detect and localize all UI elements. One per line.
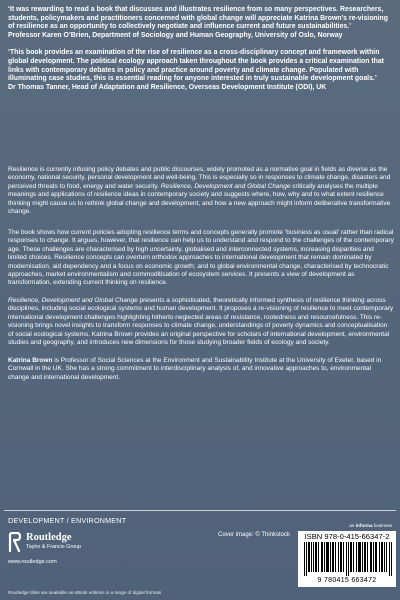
informa-suffix: business (372, 523, 392, 528)
barcode-number: 9 780415 663472 (317, 577, 377, 584)
blurb-text: Resilience is currently infusing policy debates and public discourses, widely promoted as a normative goal in fields as diverse as the economy, national security, personal development and well-being. This is especially so in responses to climate change, disasters and perceived threats to food, energy and water security. (8, 166, 391, 190)
isbn-text: ISBN 978-0-415-66347-2 (304, 532, 390, 541)
informa-label (349, 523, 392, 528)
cover-credit: Cover image: © Thinkstock (218, 532, 291, 538)
informa-brand: informa (355, 523, 373, 528)
author-name: Katrina Brown (8, 356, 53, 364)
endorsements (8, 6, 394, 101)
endorsement-quote (8, 6, 394, 40)
blurb-paragraph: The book shows how current policies adopting resilience terms and concepts generally promote ‘business as usual’ rather than radical responses to change. It argues, however, that resilience can help us to understand and respond to the challenges of the contemporary age. These challenges are characterised by high uncertainty, globalised and interconnected systems, increasing disparities and limited choices. Resilience concepts can overturn orthodox approaches to international development that remain dominated by modernisation, aid dependency and a focus on economic growth; and to global environmental change, characterised by technocratic approaches, market environmentalism and commoditisation of ecosystem services. It presents a view of development as transformation, extending current thinking on resilience. (8, 228, 394, 287)
blurb-paragraph (8, 297, 394, 348)
blurb-paragraph (8, 166, 394, 217)
quote-attribution: Professor Karen O’Brien, Department of Sociology and Human Geography, University of Oslo, Norway (8, 31, 343, 39)
publisher-url[interactable]: www.routledge.com (8, 559, 57, 565)
barcode (298, 531, 396, 587)
quote-text: ‘It was rewarding to read a book that discusses and illustrates resilience from so many perspectives. Researchers, students, policymakers and practitioners concerned with global change will appreciate Katrina Brown’s re-visioning of resilience as an opportunity to collectively negotiate and influence current and future sustainabilities.’ (8, 6, 388, 31)
barcode-bars (304, 542, 392, 576)
blurb-text: presents a sophisticated, theoretically informed synthesis of resilience thinking across disciplines, including social ecological systems and human development. It proposes a re-visioning of resilience to meet contemporary international development challenges highlighting hitherto neglected areas of resistance, rootedness and resourcefulness. This re-visioning brings novel insights to transform responses to climate change, understandings of poverty dynamics and conceptualisation of social ecological systems. Katrina Brown provides an original perspective for scholars of international development, environmental studies and geography, and introduces new dimensions for those studying broader fields of ecology and society. (8, 296, 394, 347)
subject-category: DEVELOPMENT / ENVIRONMENT (8, 516, 127, 525)
ebook-footnote: Routledge titles are available as eBook editions in a range of digital formats (8, 590, 162, 595)
quote-attribution: Dr Thomas Tanner, Head of Adaptation and Resilience, Overseas Development Institute (ODI), UK (8, 83, 327, 91)
bio-text: is Professor of Social Sciences at the Environment and Sustainability Institute at the University of Exeter, based in Cornwall in the UK. She has a strong commitment to interdisciplinary analysis of, and innovative approaches to, environmental change and international development. (8, 356, 382, 381)
book-title-italic: Resilience, Development and Global Change (8, 296, 138, 304)
blurb (8, 166, 394, 391)
book-title-italic: Resilience, Development and Global Change (160, 182, 291, 190)
publisher-group: Taylor & Francis Group (26, 544, 82, 550)
publisher-block (8, 531, 128, 571)
endorsement-quote (8, 49, 394, 92)
informa-prefix: an (349, 523, 356, 528)
blurb-text: critically analyses the multiple meanings and applications of resilience ideas in contemporary society and suggests where, how, why and to what extent resilience thinking might cause us to rethink global change and development, and how a new approach might inform deliberative transformative change. (8, 182, 391, 216)
quote-text: ‘This book provides an examination of the rise of resilience as a cross-disciplinary concept and framework within global development. The political ecology approach taken throughout the book provides a critical examination that links with contemporary debates in policy and practice around poverty and climate change. Populated with illuminating case studies, this is essential reading for anyone interested in truly sustainable development goals.’ (8, 49, 384, 83)
author-bio (8, 357, 394, 382)
routledge-logo-icon (8, 532, 22, 552)
publisher-name: Routledge (26, 532, 72, 543)
divider (4, 510, 396, 511)
